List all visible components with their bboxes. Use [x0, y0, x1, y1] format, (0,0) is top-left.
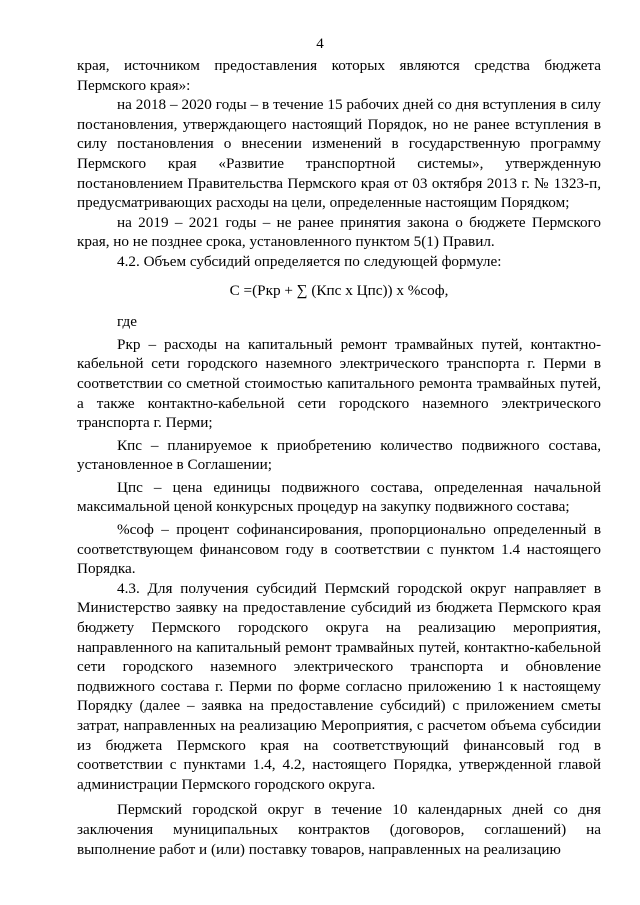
definition-kps: Кпс – планируемое к приобретению количество подвижного состава, установленное в Соглашении;	[77, 436, 601, 474]
definition-tsps: Цпс – цена единицы подвижного состава, определенная начальной максимальной ценой конкурсных процедур на закупку подвижного состава;	[77, 478, 601, 516]
paragraph-4-2: 4.2. Объем субсидий определяется по следующей формуле:	[117, 252, 502, 270]
document-body	[77, 56, 601, 859]
paragraph-municipal-contracts: Пермский городской округ в течение 10 календарных дней со дня заключения муниципальных контрактов (договоров, соглашений) на выполнение работ и (или) поставку товаров, направленных на реализацию	[77, 801, 601, 858]
subsidy-formula: С =(Ркр + ∑ (Кпс x Цпс)) x %соф,	[229, 281, 449, 299]
paragraph-2018-2020: на 2018 – 2020 годы – в течение 15 рабочих дней со дня вступления в силу постановления, утверждающего настоящий Порядок, но не ранее вступления в силу постановления о внесении изменений в государственную программу Пермского края «Развитие транспортной системы», утвержденную постановлением Правительства Пермского края от 03 октября 2013 г. № 1323-п, предусматривающих расходы на цели, определенные настоящим Порядком;	[77, 96, 601, 212]
page-number: 4	[316, 36, 324, 52]
definition-rkr: Ркр – расходы на капитальный ремонт трамвайных путей, контактно-кабельной сети городского наземного электрического транспорта г. Перми в соответствии со сметной стоимостью капитального ремонта трамвайных путей, а также контактно-кабельной сети городского наземного электрического транспорта г. Перми;	[77, 335, 601, 432]
paragraph-where: где	[117, 313, 137, 331]
paragraph-intro: края, источником предоставления которых являются средства бюджета Пермского края»:	[77, 57, 601, 94]
paragraph-2019-2021: на 2019 – 2021 годы – не ранее принятия закона о бюджете Пермского края, но не позднее срока, установленного пунктом 5(1) Правил.	[77, 213, 601, 251]
paragraph-4-3: 4.3. Для получения субсидий Пермский городской округ направляет в Министерство заявку на предоставление субсидий из бюджета Пермского края бюджету Пермского городского округа на реализацию мероприятия, направленного на капитальный ремонт трамвайных путей, контактно-кабельной сети городского наземного электрического транспорта и обновление подвижного состава г. Перми по форме согласно приложению 1 к настоящему Порядку (далее – заявка на предоставление субсидий) с приложением сметы затрат, направленных на реализацию Мероприятия, с расчетом объема субсидии из бюджета Пермского края на соответствующий финансовый год в соответствии с пунктами 1.4, 4.2, настоящего Порядка, утвержденной главой администрации Пермского городского округа.	[77, 579, 601, 793]
definition-sof: %соф – процент софинансирования, пропорционально определенный в соответствующем финансовом году в соответствии с пунктом 1.4 настоящего Порядка.	[77, 521, 601, 578]
